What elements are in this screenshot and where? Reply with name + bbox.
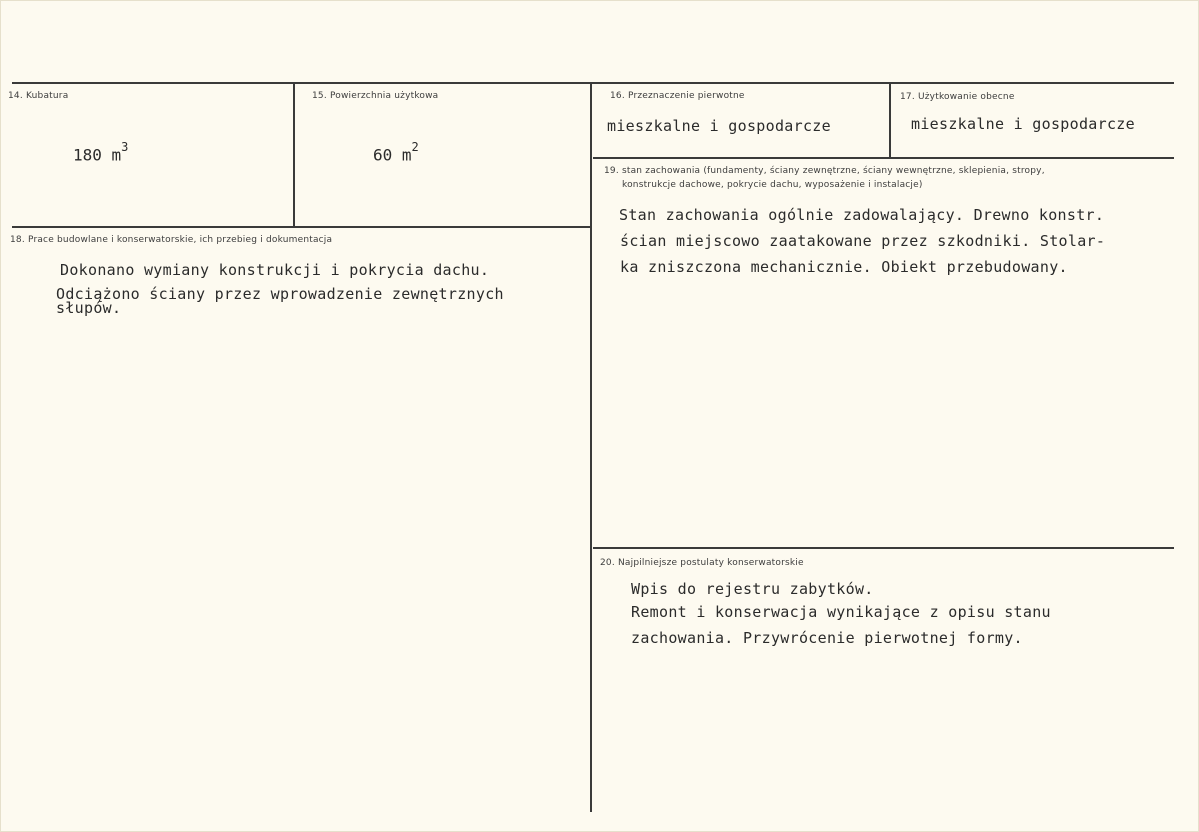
field-16-label: 16. Przeznaczenie pierwotne xyxy=(610,91,745,101)
field-15-unit-exponent: 2 xyxy=(411,140,419,154)
divider-16-17 xyxy=(889,82,891,158)
field-14-number: 180 m xyxy=(73,145,122,165)
field-19-label: 19. stan zachowania (fundamenty, ściany zewnętrzne, ściany wewnętrzne, sklepienia, stropy, xyxy=(604,166,1045,176)
field-16-value: mieszkalne i gospodarcze xyxy=(607,117,831,135)
field-15-label: 15. Powierzchnia użytkowa xyxy=(312,91,439,101)
field-17-value: mieszkalne i gospodarcze xyxy=(911,115,1135,133)
field-19-label-cont: konstrukcje dachowe, pokrycie dachu, wyposażenie i instalacje) xyxy=(622,180,923,190)
field-18-label: 18. Prace budowlane i konserwatorskie, ich przebieg i dokumentacja xyxy=(10,235,333,245)
right-top-rule xyxy=(593,157,1174,159)
field-19-line: ka zniszczona mechanicznie. Obiekt przebudowany. xyxy=(620,258,1068,276)
field-15-value xyxy=(373,140,419,165)
field-18-line: Odciążono ściany przez wprowadzenie zewnętrznych xyxy=(56,285,504,303)
field-17-label: 17. Użytkowanie obecne xyxy=(900,92,1015,102)
field-20-line: Remont i konserwacja wynikające z opisu stanu xyxy=(631,603,1051,621)
center-divider xyxy=(590,82,592,812)
field-20-line: Wpis do rejestru zabytków. xyxy=(631,580,874,598)
field-18-line: słupów. xyxy=(56,299,122,317)
top-rule xyxy=(12,82,1174,84)
left-bottom-rule xyxy=(12,226,592,228)
right-mid-rule xyxy=(593,547,1174,549)
field-19-line: ścian miejscowo zaatakowane przez szkodniki. Stolar- xyxy=(620,232,1106,250)
field-14-label: 14. Kubatura xyxy=(8,91,69,101)
field-20-label: 20. Najpilniejsze postulaty konserwatorskie xyxy=(600,558,804,568)
field-19-line: Stan zachowania ogólnie zadowalający. Drewno konstr. xyxy=(619,206,1105,224)
field-14-unit-exponent: 3 xyxy=(121,140,129,154)
field-15-number: 60 m xyxy=(373,145,412,165)
divider-14-15 xyxy=(293,82,295,228)
field-18-line: Dokonano wymiany konstrukcji i pokrycia dachu. xyxy=(60,261,490,279)
field-14-value xyxy=(73,140,129,165)
field-20-line: zachowania. Przywrócenie pierwotnej formy. xyxy=(631,629,1023,647)
